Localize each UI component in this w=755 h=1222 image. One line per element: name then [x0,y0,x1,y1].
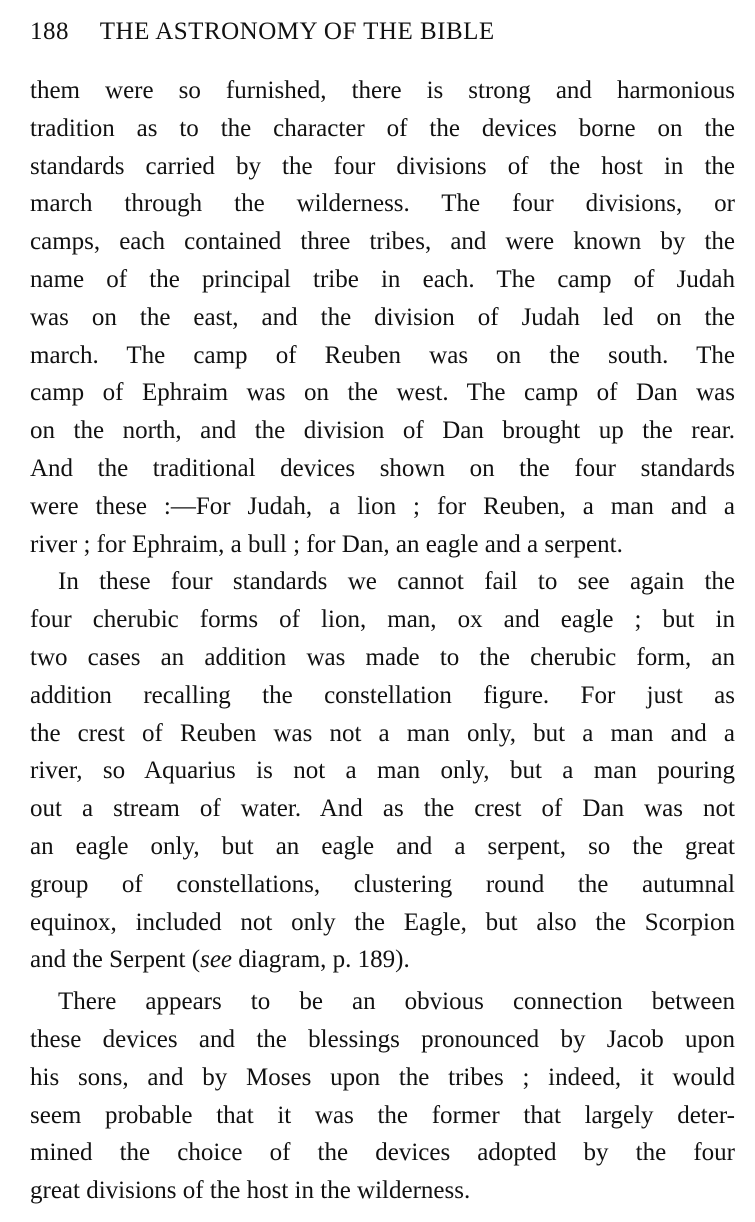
text-line: tradition as to the character of the devices borne on the [30,114,735,142]
text-line: camps, each contained three tribes, and were known by the [30,228,735,256]
text-line: mined the choice of the devices adopted by the four [30,1139,735,1167]
text-line-with-italic [30,941,735,979]
running-title: THE ASTRONOMY OF THE BIBLE [99,18,495,45]
text-line: In these four standards we cannot fail to see again the [58,568,735,596]
text-line: two cases an addition was made to the cherubic form, an [30,643,735,671]
text-line: addition recalling the constellation figure. For just as [30,681,735,709]
text-line: river ; for Ephraim, a bull ; for Dan, an eagle and a serpent. [30,530,623,558]
text-line: equinox, included not only the Eagle, but also the Scorpion [30,908,735,936]
text-line: There appears to be an obvious connection between [58,988,735,1016]
text-line: four cherubic forms of lion, man, ox and eagle ; but in [30,606,735,634]
text-line: these devices and the blessings pronounced by Jacob upon [30,1025,735,1053]
text-line: group of constellations, clustering round the autumnal [30,870,735,898]
italic-see: see [200,946,233,974]
text-line: standards carried by the four divisions of the host in the [30,152,735,180]
text-line: seem probable that it was the former that largely deter- [30,1101,735,1129]
page-body [30,72,735,1210]
text-fragment: diagram, p. 189). [232,946,410,974]
text-line: river, so Aquarius is not a man only, but a man pouring [30,757,735,785]
text-line: And the traditional devices shown on the four standards [30,454,735,482]
text-line: out a stream of water. And as the crest of Dan was not [30,795,735,823]
text-line: name of the principal tribe in each. The camp of Judah [30,265,735,293]
text-line: camp of Ephraim was on the west. The camp of Dan was [30,379,735,407]
text-line: march. The camp of Reuben was on the south. The [30,341,735,369]
text-line: was on the east, and the division of Judah led on the [30,303,735,331]
text-fragment: and the Serpent ( [30,946,201,974]
text-line: them were so furnished, there is strong and harmonious [30,77,735,104]
text-line: march through the wilderness. The four divisions, or [30,190,735,218]
page-header [30,18,730,54]
text-line: an eagle only, but an eagle and a serpent, so the great [30,832,735,860]
page-number: 188 [30,18,69,45]
text-line: the crest of Reuben was not a man only, but a man and a [30,719,735,747]
text-line: on the north, and the division of Dan brought up the rear. [30,417,735,445]
text-line: his sons, and by Moses upon the tribes ; indeed, it would [30,1063,735,1091]
text-line: were these :—For Judah, a lion ; for Reuben, a man and a [30,492,735,520]
text-line: great divisions of the host in the wilderness. [30,1177,471,1205]
